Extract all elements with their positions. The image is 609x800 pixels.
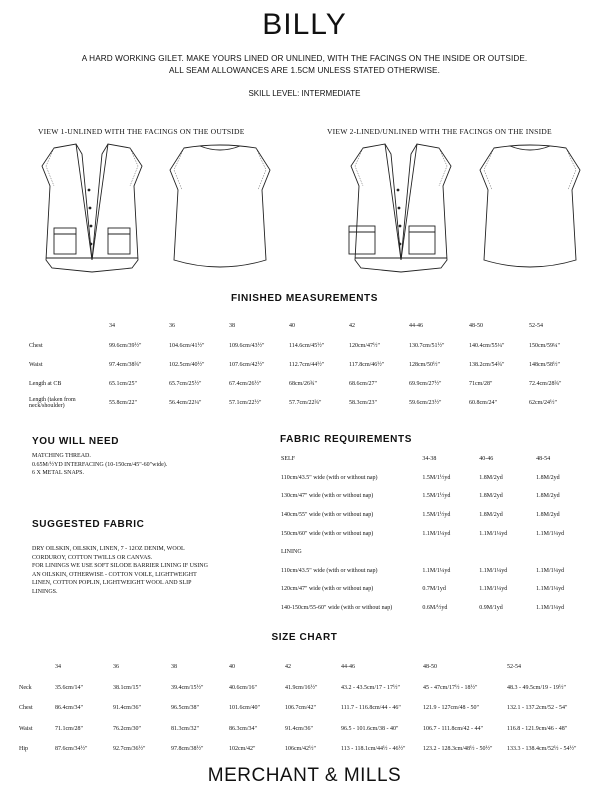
table-cell: 99.6cm/39½" xyxy=(109,342,142,349)
you-will-need-title: YOU WILL NEED xyxy=(32,436,120,447)
table-cell: 97.4cm/38¾" xyxy=(109,361,142,368)
table-cell: 1.1M/1¼yd xyxy=(479,586,508,593)
table-cell: 130.7cm/51½" xyxy=(409,342,445,349)
table-cell: 43.2 - 43.5cm/17 - 17½" xyxy=(341,684,400,691)
size-header: 52-54 xyxy=(507,664,521,671)
size-header: 36 xyxy=(113,664,119,671)
size-header: 52-54 xyxy=(529,323,543,329)
table-row xyxy=(280,543,592,562)
suggested-fabric-text xyxy=(32,545,242,596)
row-label: 120cm/47" wide (with or without nap) xyxy=(281,586,374,593)
table-row xyxy=(18,678,598,699)
table-cell: 113 - 118.1cm/44½ - 46½" xyxy=(341,746,406,753)
table-cell: 132.1 - 137.2cm/52 - 54" xyxy=(507,705,568,712)
size-header: 48-50 xyxy=(469,323,483,329)
table-cell: 59.6cm/23½" xyxy=(409,399,442,406)
table-cell: 114.6cm/45½" xyxy=(289,342,325,349)
size-header: 44-46 xyxy=(409,323,423,329)
intro-line-2: ALL SEAM ALLOWANCES ARE 1.5CM UNLESS STATED OTHERWISE. xyxy=(169,66,440,75)
table-cell: 150cm/59¼" xyxy=(529,342,560,349)
table-cell: 57.1cm/22½" xyxy=(229,399,262,406)
table-row xyxy=(18,739,598,760)
table-row xyxy=(28,336,588,355)
table-cell: 41.9cm/16½" xyxy=(285,684,318,691)
size-header: 40 xyxy=(229,664,235,671)
table-cell: 1.5M/1½yd xyxy=(422,512,451,519)
size-chart-table xyxy=(18,657,598,760)
table-header-row xyxy=(18,657,598,678)
pattern-title: BILLY xyxy=(262,8,347,41)
table-cell: 48.3 - 49.5cm/19 - 19½" xyxy=(507,684,566,691)
table-cell: 1.8M/2yd xyxy=(536,493,560,500)
table-cell: 1.1M/1¼yd xyxy=(422,530,451,537)
table-cell: 57.7cm/22¾" xyxy=(289,399,322,406)
intro-line-1: A HARD WORKING GILET. MAKE YOURS LINED OR UNLINED, WITH THE FACINGS ON THE INSIDE OR OUTSIDE. xyxy=(81,54,528,63)
list-item: 6 X METAL SNAPS. xyxy=(32,470,84,476)
table-cell: 86.4cm/34" xyxy=(55,705,83,712)
text-line: FOR LININGS WE USE SOFT SILODE BARRIER LINING IF USING xyxy=(32,563,208,569)
table-cell: 0.9M/1yd xyxy=(479,605,503,612)
text-line: LINEN, COTTON POPLIN, LIGHTWEIGHT WOOL AND SLIP xyxy=(32,580,192,586)
text-line: AN OILSKIN, OTHERWISE - COTTON VOILE, LIGHTWEIGHT xyxy=(32,571,197,578)
table-cell: 68cm/26¾" xyxy=(289,380,317,387)
table-cell: 65.7cm/25½" xyxy=(169,380,202,387)
list-item: 0.65M/½YD INTERFACING (10-150cm/45"-60"wide). xyxy=(32,461,168,468)
view-1-front-illustration xyxy=(24,140,160,276)
row-label: 110cm/43.5" wide (with or without nap) xyxy=(281,474,378,481)
table-cell: 97.8cm/38½" xyxy=(171,746,204,753)
view-2-label: VIEW 2-LINED/UNLINED WITH THE FACINGS ON THE INSIDE xyxy=(327,127,552,136)
table-cell: 96.5 - 101.6cm/38 - 40" xyxy=(341,725,399,732)
table-cell: 1.1M/1¼yd xyxy=(422,567,451,574)
table-cell: 0.6M/½yd xyxy=(422,605,448,612)
table-cell: 109.6cm/43½" xyxy=(229,342,265,349)
finished-measurements-title: FINISHED MEASUREMENTS xyxy=(230,293,379,304)
column-header: 48-54 xyxy=(536,456,551,463)
table-cell: 111.7 - 116.8cm/44 - 46" xyxy=(341,705,401,712)
table-cell: 56.4cm/22¼" xyxy=(169,399,202,406)
size-header: 38 xyxy=(229,323,235,329)
table-row xyxy=(28,355,588,374)
table-cell: 1.8M/2yd xyxy=(479,474,503,481)
table-cell: 60.8cm/24" xyxy=(469,399,497,406)
table-row xyxy=(280,524,592,543)
row-label: Waist xyxy=(19,725,33,732)
table-cell: 62cm/24½" xyxy=(529,399,557,406)
table-cell: 58.3cm/23" xyxy=(349,399,377,406)
list-item: MATCHING THREAD. xyxy=(32,453,91,459)
table-cell: 1.1M/1¼yd xyxy=(536,530,565,537)
table-cell: 120cm/47½" xyxy=(349,342,380,349)
row-label: 140cm/55" wide (with or without nap) xyxy=(281,512,374,519)
table-cell: 116.8 - 121.9cm/46 - 48" xyxy=(507,725,568,732)
you-will-need-list xyxy=(32,452,242,478)
row-label: Length at CB xyxy=(29,380,62,387)
table-row xyxy=(28,393,588,412)
table-cell: 40.6cm/16" xyxy=(229,684,257,691)
table-row xyxy=(280,469,592,488)
size-header: 44-46 xyxy=(341,664,355,671)
column-header: 40-46 xyxy=(479,456,494,463)
table-row xyxy=(280,580,592,599)
table-cell: 128cm/50½" xyxy=(409,361,440,368)
row-label: Waist xyxy=(29,361,43,368)
row-label: Length (taken from neck/shoulder) xyxy=(29,396,76,409)
table-cell: 38.1cm/15" xyxy=(113,684,141,691)
table-cell: 1.5M/1½yd xyxy=(422,493,451,500)
size-header: 34 xyxy=(55,664,61,671)
table-cell: 1.5M/1½yd xyxy=(422,474,451,481)
table-cell: 104.6cm/41½" xyxy=(169,342,205,349)
column-header: SELF xyxy=(281,456,296,463)
table-cell: 35.6cm/14" xyxy=(55,684,83,691)
size-header: 48-50 xyxy=(423,664,437,671)
table-cell: 91.4cm/36" xyxy=(113,705,141,712)
table-cell: 123.2 - 128.3cm/48½ - 50½" xyxy=(423,746,493,753)
table-cell: 101.6cm/40" xyxy=(229,705,260,712)
table-cell: 91.4cm/36" xyxy=(285,725,313,732)
row-label: Hip xyxy=(19,746,28,753)
table-cell: 96.5cm/38" xyxy=(171,705,199,712)
table-cell: 106.7cm/42" xyxy=(285,705,316,712)
row-label: 130cm/47" wide (with or without nap) xyxy=(281,493,374,500)
table-header-row xyxy=(28,316,588,336)
table-row xyxy=(28,374,588,393)
table-row xyxy=(280,487,592,506)
text-line: DRY OILSKIN, OILSKIN, LINEN, 7 - 12OZ DENIM, WOOL xyxy=(32,546,185,552)
table-cell: 1.1M/1¼yd xyxy=(479,530,508,537)
column-header: 34-38 xyxy=(422,456,437,463)
table-cell: 39.4cm/15½" xyxy=(171,684,204,691)
table-cell: 72.4cm/28¾" xyxy=(529,380,562,387)
table-cell: 1.1M/1¼yd xyxy=(536,567,565,574)
table-cell: 92.7cm/36½" xyxy=(113,746,146,753)
table-cell: 107.6cm/42½" xyxy=(229,361,265,368)
table-cell: 1.8M/2yd xyxy=(536,512,560,519)
view-2-front-illustration xyxy=(333,140,469,276)
skill-level: SKILL LEVEL: INTERMEDIATE xyxy=(248,89,361,98)
size-header: 42 xyxy=(285,664,291,671)
table-cell: 1.1M/1¼yd xyxy=(479,567,508,574)
brand-footer: MERCHANT & MILLS xyxy=(207,765,402,786)
table-cell: 68.6cm/27" xyxy=(349,380,377,387)
row-label: Chest xyxy=(19,705,33,712)
table-row xyxy=(18,698,598,719)
table-row xyxy=(280,562,592,581)
table-cell: 1.8M/2yd xyxy=(479,493,503,500)
table-cell: 102.5cm/40½" xyxy=(169,361,205,368)
table-cell: 86.3cm/34" xyxy=(229,725,257,732)
size-header: 38 xyxy=(171,664,177,671)
table-cell: 55.8cm/22" xyxy=(109,399,137,406)
view-2-back-illustration xyxy=(470,140,590,276)
size-header: 34 xyxy=(109,323,115,329)
view-1-back-illustration xyxy=(160,140,280,276)
lining-label: LINING xyxy=(281,549,302,556)
fabric-requirements-title: FABRIC REQUIREMENTS xyxy=(280,434,412,445)
table-cell: 112.7cm/44½" xyxy=(289,361,325,368)
size-header: 42 xyxy=(349,323,355,329)
table-header-row xyxy=(280,450,592,469)
size-header: 40 xyxy=(289,323,295,329)
table-cell: 148cm/58½" xyxy=(529,361,560,368)
finished-measurements-table xyxy=(28,316,588,412)
text-line: LININGS. xyxy=(32,588,58,595)
row-label: Neck xyxy=(19,684,32,691)
row-label: 150cm/60" wide (with or without nap) xyxy=(281,530,374,537)
row-label: Chest xyxy=(29,342,43,349)
table-cell: 140.4cm/55¼" xyxy=(469,342,505,349)
table-cell: 71cm/28" xyxy=(469,380,493,387)
table-cell: 71.1cm/28" xyxy=(55,725,83,732)
size-chart-title: SIZE CHART xyxy=(271,632,338,643)
table-cell: 1.8M/2yd xyxy=(536,474,560,481)
table-row xyxy=(280,599,592,618)
size-header: 36 xyxy=(169,323,175,329)
text-line: CORDUROY, COTTON TWILLS OR CANVAS. xyxy=(32,554,153,561)
table-cell: 121.9 - 127cm/48 - 50" xyxy=(423,705,479,712)
table-cell: 102cm/42" xyxy=(229,746,256,753)
table-cell: 1.1M/1¼yd xyxy=(536,586,565,593)
table-cell: 138.2cm/54¾" xyxy=(469,361,505,368)
table-cell: 1.1M/1¼yd xyxy=(536,605,565,612)
table-cell: 76.2cm/30" xyxy=(113,725,141,732)
row-label: 110cm/43.5" wide (with or without nap) xyxy=(281,567,378,574)
view-1-label: VIEW 1-UNLINED WITH THE FACINGS ON THE OUTSIDE xyxy=(38,127,245,136)
table-cell: 69.9cm/27½" xyxy=(409,380,442,387)
row-label: 140-150cm/55-60" wide (with or without nap) xyxy=(281,605,393,612)
table-cell: 117.8cm/46½" xyxy=(349,361,385,368)
table-cell: 0.7M/1yd xyxy=(422,586,446,593)
table-row xyxy=(280,506,592,525)
table-cell: 67.4cm/26½" xyxy=(229,380,262,387)
table-cell: 87.6cm/34½" xyxy=(55,746,88,753)
table-cell: 45 - 47cm/17½ - 18½" xyxy=(423,684,478,691)
table-cell: 1.8M/2yd xyxy=(479,512,503,519)
fabric-requirements-table xyxy=(280,450,592,617)
table-cell: 106.7 - 111.8cm/42 - 44" xyxy=(423,725,483,732)
table-cell: 65.1cm/25" xyxy=(109,380,137,387)
table-cell: 106cm/42½" xyxy=(285,746,316,753)
table-cell: 133.3 - 138.4cm/52½ - 54½" xyxy=(507,746,577,753)
table-cell: 81.3cm/32" xyxy=(171,725,199,732)
suggested-fabric-title: SUGGESTED FABRIC xyxy=(32,519,145,530)
table-row xyxy=(18,719,598,740)
